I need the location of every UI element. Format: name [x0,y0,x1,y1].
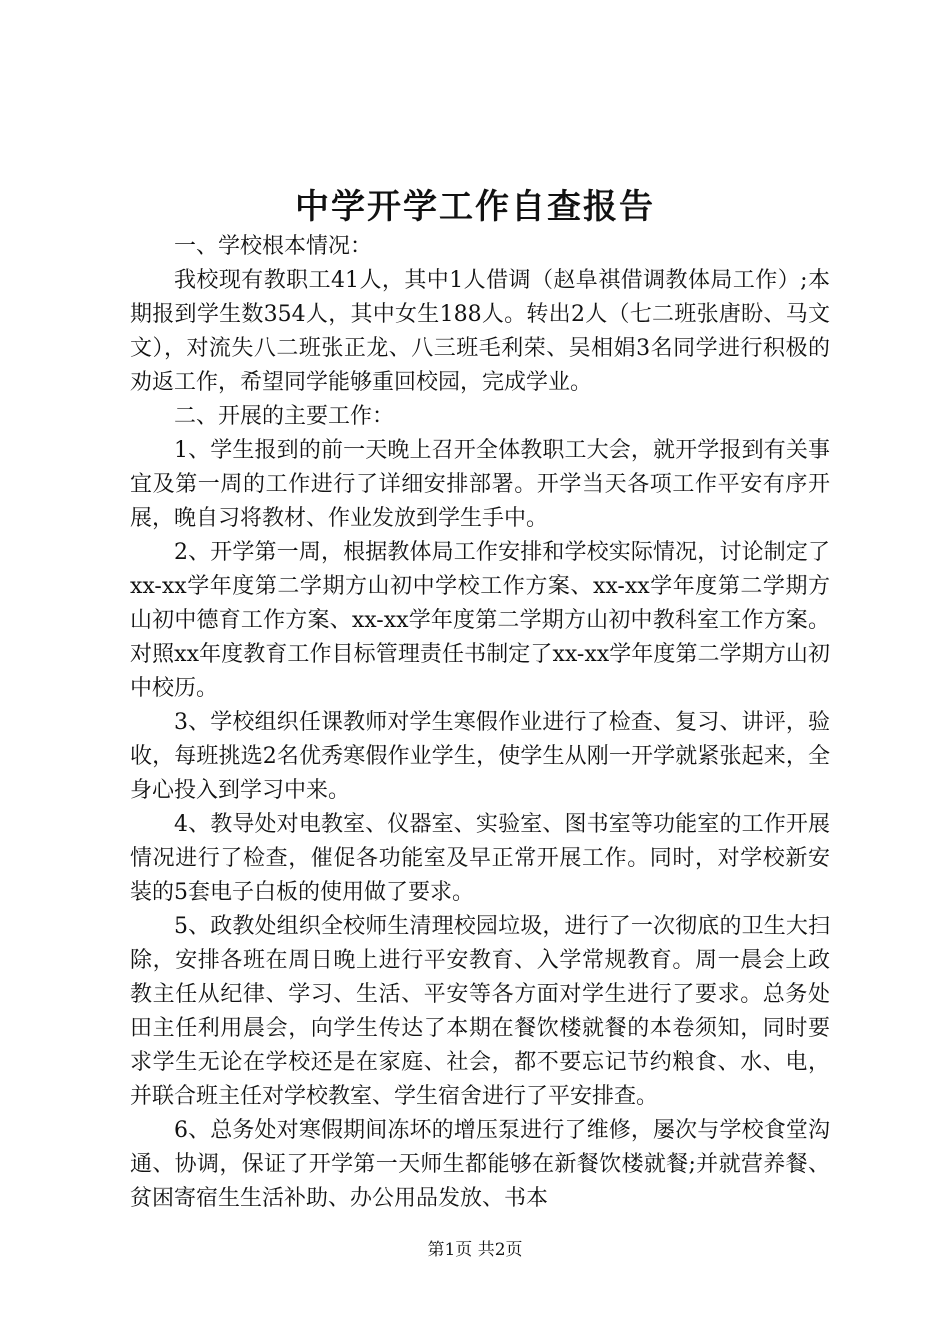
paragraph-item-4: 4、教导处对电教室、仪器室、实验室、图书室等功能室的工作开展情况进行了检查，催促各功能室及早正常开展工作。同时，对学校新安装的5套电子白板的使用做了要求。 [130,812,830,905]
paragraph-item-5: 5、政教处组织全校师生清理校园垃圾，进行了一次彻底的卫生大扫除，安排各班在周日晚上进行平安教育、入学常规教育。周一晨会上政教主任从纪律、学习、生活、平安等各方面对学生进行了要求。总务处田主任利用晨会，向学生传达了本期在餐饮楼就餐的本卷须知，同时要求学生无论在学校还是在家庭、社会，都不要忘记节约粮食、水、电，并联合班主任对学校教室、学生宿舍进行了平安排查。 [130,914,830,1109]
paragraph-item-2: 2、开学第一周，根据教体局工作安排和学校实际情况，讨论制定了xx-xx学年度第二学期方山初中学校工作方案、xx-xx学年度第二学期方山初中德育工作方案、xx-xx学年度第二学期方山初中教科室工作方案。对照xx年度教育工作目标管理责任书制定了xx-xx学年度第二学期方山初中校历。 [130,540,830,701]
page-number-footer: 第1页 共2页 [427,1240,523,1260]
section-heading-main-work: 二、开展的主要工作： [174,404,395,429]
document-body [130,230,830,1216]
document-title: 中学开学工作自查报告 [295,187,655,227]
section-heading-basic-situation: 一、学校根本情况： [174,234,373,259]
paragraph-staff-students: 我校现有教职工41人，其中1人借调（赵阜祺借调教体局工作）;本期报到学生数354人，其中女生188人。转出2人（七二班张唐盼、马文文），对流失八二班张正龙、八三班毛利荣、吴相娟3名同学进行积极的劝返工作，希望同学能够重回校园，完成学业。 [130,268,830,395]
paragraph-item-6: 6、总务处对寒假期间冻坏的增压泵进行了维修，屡次与学校食堂沟通、协调，保证了开学第一天师生都能够在新餐饮楼就餐;并就营养餐、贫困寄宿生生活补助、办公用品发放、书本 [130,1118,830,1211]
paragraph-item-3: 3、学校组织任课教师对学生寒假作业进行了检查、复习、讲评，验收，每班挑选2名优秀寒假作业学生，使学生从刚一开学就紧张起来，全身心投入到学习中来。 [130,710,830,803]
paragraph-item-1: 1、学生报到的前一天晚上召开全体教职工大会，就开学报到有关事宜及第一周的工作进行了详细安排部署。开学当天各项工作平安有序开展，晚自习将教材、作业发放到学生手中。 [130,438,830,531]
